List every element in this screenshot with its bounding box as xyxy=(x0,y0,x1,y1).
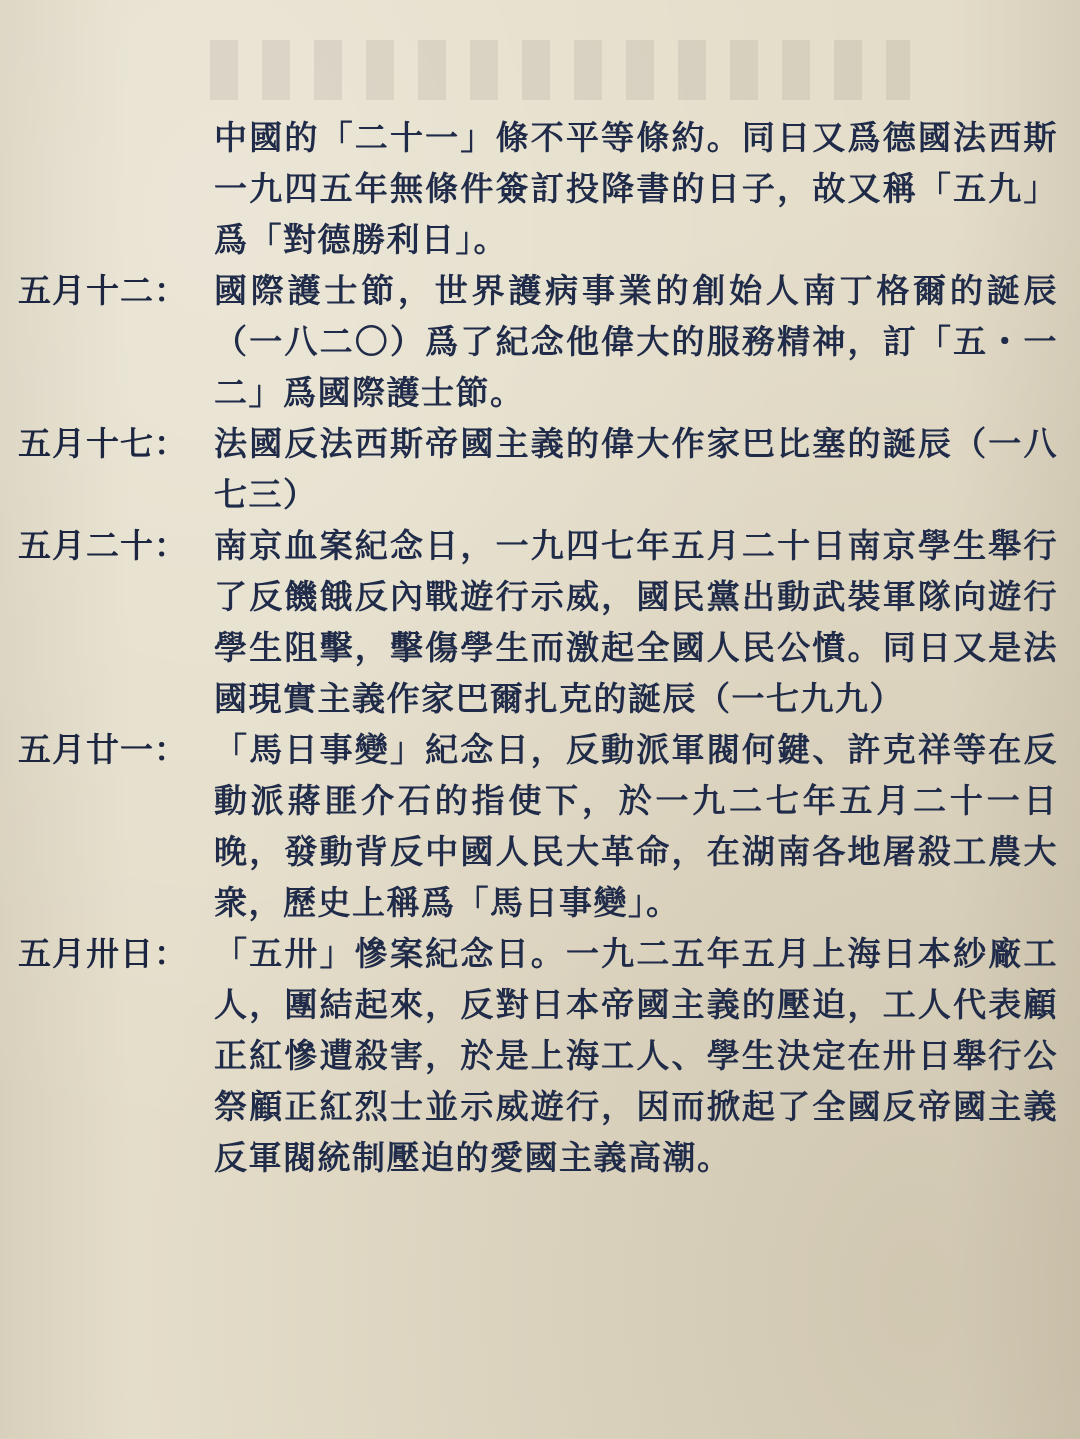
entry-may-17 xyxy=(18,418,1058,520)
entry-text: 「馬日事變」紀念日，反動派軍閥何鍵、許克祥等在反動派蔣匪介石的指使下，於一九二七年五月二十一日晚，發動背反中國人民大革命，在湖南各地屠殺工農大衆，歷史上稱爲「馬日事變」。 xyxy=(214,730,1058,922)
entry-may-9-continued xyxy=(18,112,1058,265)
entry-text: 國際護士節，世界護病事業的創始人南丁格爾的誕辰（一八二〇）爲了紀念他偉大的服務精神，訂「五・一二」爲國際護士節。 xyxy=(214,271,1058,412)
entry-date: 五月二十： xyxy=(18,526,188,565)
calendar-entries xyxy=(18,112,1058,1183)
entry-date: 五月十二： xyxy=(18,271,188,310)
entry-date: 五月十七： xyxy=(18,424,188,463)
entry-may-12 xyxy=(18,265,1058,418)
entry-may-20 xyxy=(18,520,1058,724)
entry-text: 法國反法西斯帝國主義的偉大作家巴比塞的誕辰（一八七三） xyxy=(214,424,1058,514)
entry-text: 中國的「二十一」條不平等條約。同日又爲德國法西斯一九四五年無條件簽訂投降書的日子，故又稱「五九」爲「對德勝利日」。 xyxy=(214,118,1058,259)
entry-may-30 xyxy=(18,928,1058,1183)
entry-date: 五月卅日： xyxy=(18,934,188,973)
entry-date: 五月廿一： xyxy=(18,730,188,769)
bleed-through-text xyxy=(210,40,910,100)
entry-may-21 xyxy=(18,724,1058,928)
entry-text: 南京血案紀念日，一九四七年五月二十日南京學生舉行了反饑餓反內戰遊行示威，國民黨出動武裝軍隊向遊行學生阻擊，擊傷學生而激起全國人民公憤。同日又是法國現實主義作家巴爾扎克的誕辰（一七九九） xyxy=(214,526,1058,718)
entry-text: 「五卅」慘案紀念日。一九二五年五月上海日本紗廠工人，團結起來，反對日本帝國主義的壓迫，工人代表顧正紅慘遭殺害，於是上海工人、學生決定在卅日舉行公祭顧正紅烈士並示威遊行，因而掀起了全國反帝國主義反軍閥統制壓迫的愛國主義高潮。 xyxy=(214,934,1058,1177)
